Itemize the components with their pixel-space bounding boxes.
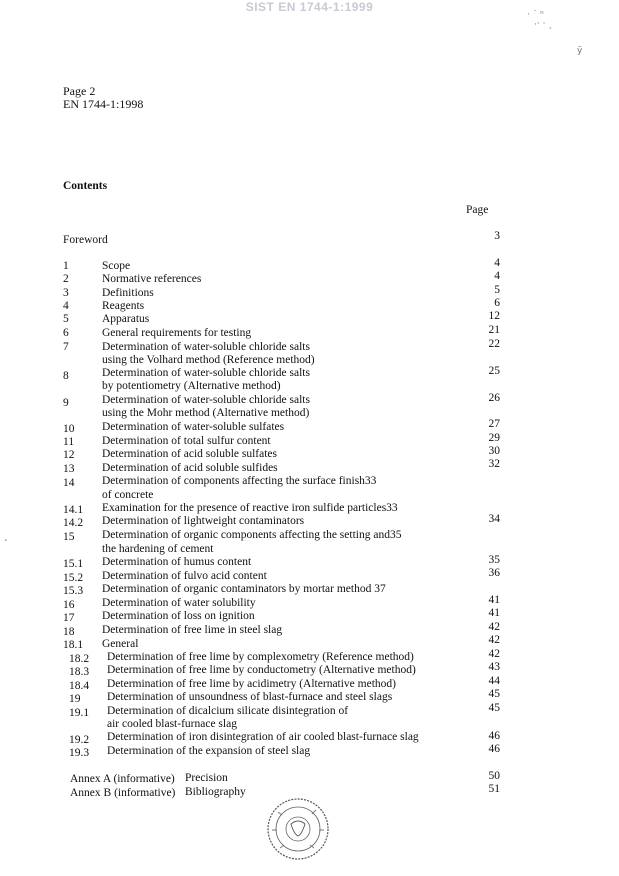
- toc-number: 3: [63, 287, 69, 299]
- toc-title: Determination of dicalcium silicate disintegration of: [107, 705, 349, 717]
- toc-title-continued: by potentiometry (Alternative method): [102, 380, 281, 392]
- toc-title: Determination of organic components affecting the setting and35: [102, 529, 402, 541]
- page-column-label: Page: [466, 204, 489, 216]
- toc-number: 19: [69, 693, 81, 705]
- toc-number: 19.3: [69, 747, 90, 759]
- toc-title: Determination of total sulfur content: [102, 435, 271, 447]
- toc-page: 22: [488, 338, 500, 350]
- toc-title: Determination of organic contaminators by mortar method 37: [102, 583, 386, 595]
- toc-page: 41: [488, 594, 500, 606]
- toc-title: Determination of the expansion of steel slag: [107, 745, 311, 757]
- standard-number: EN 1744-1:1998: [63, 97, 144, 111]
- annex-page: 51: [488, 783, 500, 795]
- toc-page: 42: [488, 634, 500, 646]
- toc-number: 16: [63, 599, 75, 611]
- annex-label: Annex B (informative): [70, 787, 176, 799]
- official-stamp: [258, 796, 340, 862]
- toc-title: Determination of water-soluble chloride salts: [102, 367, 310, 379]
- toc-title: Determination of unsoundness of blast-furnace and steel slags: [107, 691, 393, 703]
- toc-number: 18: [63, 626, 75, 638]
- toc-title: Determination of acid soluble sulfides: [102, 462, 278, 474]
- toc-page: 34: [488, 513, 500, 525]
- toc-page: 26: [488, 392, 500, 404]
- toc-page: 44: [488, 675, 500, 687]
- toc-title-continued: using the Mohr method (Alternative method): [102, 407, 310, 419]
- toc-title: Determination of lightweight contaminators: [102, 515, 305, 527]
- toc-number: 18.4: [69, 680, 90, 692]
- toc-number: 15.2: [63, 572, 84, 584]
- toc-number: 2: [63, 273, 69, 285]
- toc-title: Determination of free lime by acidimetry (Alternative method): [107, 678, 396, 690]
- toc-page: 6: [494, 297, 500, 309]
- toc-page: 43: [488, 661, 500, 673]
- toc-number: 13: [63, 463, 75, 475]
- toc-page: 4: [494, 257, 500, 269]
- toc-number: 11: [63, 436, 75, 448]
- toc-title: Determination of loss on ignition: [102, 610, 255, 622]
- toc-page: 25: [488, 365, 500, 377]
- scan-speck: · ˙ ⁿ: [527, 10, 544, 20]
- toc-number: 19.2: [69, 734, 90, 746]
- toc-page: 36: [488, 567, 500, 579]
- toc-title: Determination of water-soluble sulfates: [102, 421, 285, 433]
- toc-title: Determination of components affecting the surface finish33: [102, 475, 377, 487]
- toc-title-continued: air cooled blast-furnace slag: [107, 718, 237, 730]
- toc-title: Determination of free lime by conductometry (Alternative method): [107, 664, 416, 676]
- toc-page: 5: [494, 284, 500, 296]
- toc-number: 5: [63, 313, 69, 325]
- toc-page: 42: [488, 621, 500, 633]
- toc-number: 1: [63, 260, 69, 272]
- toc-page: 45: [488, 688, 500, 700]
- toc-number: 14.1: [63, 504, 84, 516]
- foreword-title: Foreword: [63, 234, 108, 246]
- toc-page: 29: [488, 432, 500, 444]
- toc-title: Reagents: [102, 300, 145, 312]
- toc-number: 10: [63, 423, 75, 435]
- toc-page: 35: [488, 554, 500, 566]
- toc-title: Determination of humus content: [102, 556, 252, 568]
- toc-title: General requirements for testing: [102, 327, 252, 339]
- toc-title-continued: the hardening of cement: [102, 543, 214, 555]
- toc-number: 15: [63, 531, 75, 543]
- toc-number: 15.3: [63, 585, 84, 597]
- toc-number: 18.3: [69, 666, 90, 678]
- toc-title: Definitions: [102, 287, 154, 299]
- toc-number: 9: [63, 397, 69, 409]
- toc-number: 18.2: [69, 653, 90, 665]
- toc-number: 15.1: [63, 558, 84, 570]
- toc-title: Determination of acid soluble sulfates: [102, 448, 278, 460]
- toc-page: 32: [488, 458, 500, 470]
- contents-heading: Contents: [63, 180, 108, 192]
- toc-number: 8: [63, 370, 69, 382]
- annex-title: Bibliography: [185, 786, 246, 798]
- toc-title-continued: of concrete: [102, 489, 154, 501]
- watermark: SIST EN 1744-1:1999: [245, 0, 374, 14]
- toc-number: 14: [63, 477, 75, 489]
- toc-number: 19.1: [69, 707, 90, 719]
- toc-title: Determination of iron disintegration of air cooled blast-furnace slag: [107, 731, 419, 743]
- toc-page: 46: [488, 730, 500, 742]
- scan-speck: ȳ: [577, 46, 583, 56]
- toc-title: Determination of water-soluble chloride salts: [102, 341, 310, 353]
- toc-page: 42: [488, 648, 500, 660]
- toc-title: Determination of free lime in steel slag: [102, 624, 283, 636]
- toc-title: Determination of water-soluble chloride salts: [102, 394, 310, 406]
- toc-title: Determination of water solubility: [102, 597, 256, 609]
- scan-speck: ·ˑ ˑ ˎ: [534, 20, 554, 30]
- toc-title: Apparatus: [102, 313, 150, 325]
- toc-page: 46: [488, 743, 500, 755]
- toc-number: 6: [63, 327, 69, 339]
- annex-label: Annex A (informative): [70, 773, 175, 785]
- toc-title: Normative references: [102, 273, 202, 285]
- annex-page: 50: [488, 770, 500, 782]
- toc-title: Determination of fulvo acid content: [102, 570, 267, 582]
- toc-page: 27: [488, 418, 500, 430]
- toc-number: 14.2: [63, 517, 84, 529]
- toc-title: Scope: [102, 260, 131, 272]
- toc-title: Examination for the presence of reactive iron sulfide particles33: [102, 502, 398, 514]
- toc-page: 12: [488, 310, 500, 322]
- page-number: Page 2: [63, 84, 96, 98]
- scan-speck: ⠂: [4, 537, 11, 547]
- toc-number: 18.1: [63, 639, 84, 651]
- annex-title: Precision: [185, 772, 228, 784]
- toc-number: 12: [63, 449, 75, 461]
- toc-title-continued: using the Volhard method (Reference method): [102, 354, 315, 366]
- toc-page: 21: [488, 324, 500, 336]
- toc-title: General: [102, 638, 139, 650]
- toc-title: Determination of free lime by complexometry (Reference method): [107, 651, 414, 663]
- toc-page: 4: [494, 270, 500, 282]
- toc-page: 30: [488, 445, 500, 457]
- toc-page: 45: [488, 702, 500, 714]
- toc-number: 4: [63, 300, 69, 312]
- toc-number: 17: [63, 612, 75, 624]
- toc-page: 41: [488, 607, 500, 619]
- foreword-page: 3: [494, 230, 500, 242]
- toc-number: 7: [63, 341, 69, 353]
